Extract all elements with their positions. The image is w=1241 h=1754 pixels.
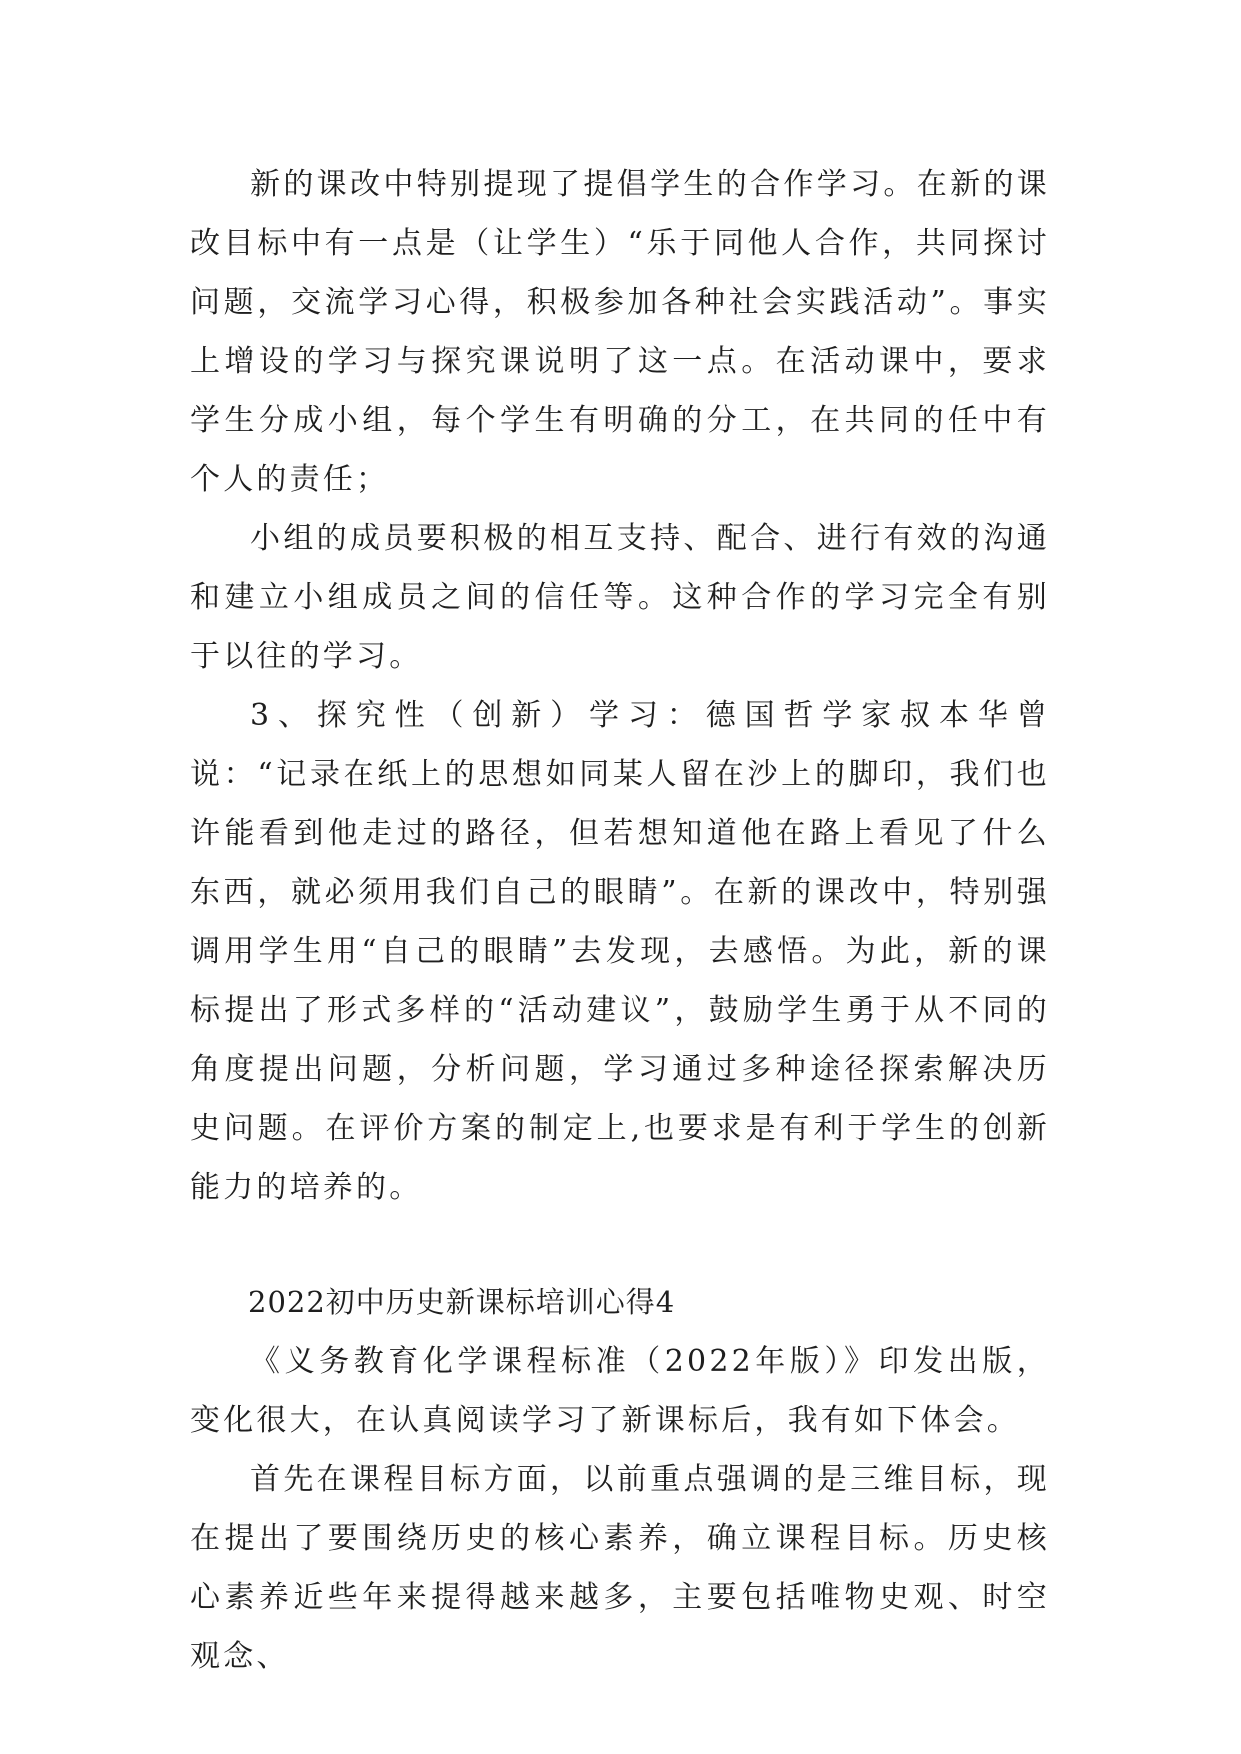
- paragraph-group-members: 小组的成员要积极的相互支持、配合、进行有效的沟通和建立小组成员之间的信任等。这种合作的学习完全有别于以往的学习。: [190, 521, 1050, 674]
- paragraph-inquiry-learning: 3、探究性（创新）学习：德国哲学家叔本华曾说：“记录在纸上的思想如同某人留在沙上的脚印，我们也许能看到他走过的路径，但若想知道他在路上看见了什么东西，就必须用我们自己的眼睛”。在新的课改中，特别强调用学生用“自己的眼睛”去发现，去感悟。为此，新的课标提出了形式多样的“活动建议”，鼓励学生勇于从不同的角度提出问题，分析问题，学习通过多种途径探索解决历史问题。在评价方案的制定上,也要求是有利于学生的创新能力的培养的。: [190, 698, 1050, 1205]
- paragraph-course-goals: 首先在课程目标方面，以前重点强调的是三维目标，现在提出了要围绕历史的核心素养，确立课程目标。历史核心素养近些年来提得越来越多，主要包括唯物史观、时空观念、: [190, 1462, 1050, 1674]
- section-heading: 2022初中历史新课标培训心得4: [248, 1285, 676, 1319]
- document-body: [190, 155, 1050, 1686]
- paragraph-new-standard: 《义务教育化学课程标准（2022年版）》印发出版，变化很大，在认真阅读学习了新课标后，我有如下体会。: [190, 1344, 1050, 1438]
- paragraph-cooperative-learning: 新的课改中特别提现了提倡学生的合作学习。在新的课改目标中有一点是（让学生）“乐于同他人合作，共同探讨问题，交流学习心得，积极参加各种社会实践活动”。事实上增设的学习与探究课说明了这一点。在活动课中，要求学生分成小组，每个学生有明确的分工，在共同的任中有个人的责任；: [190, 167, 1050, 497]
